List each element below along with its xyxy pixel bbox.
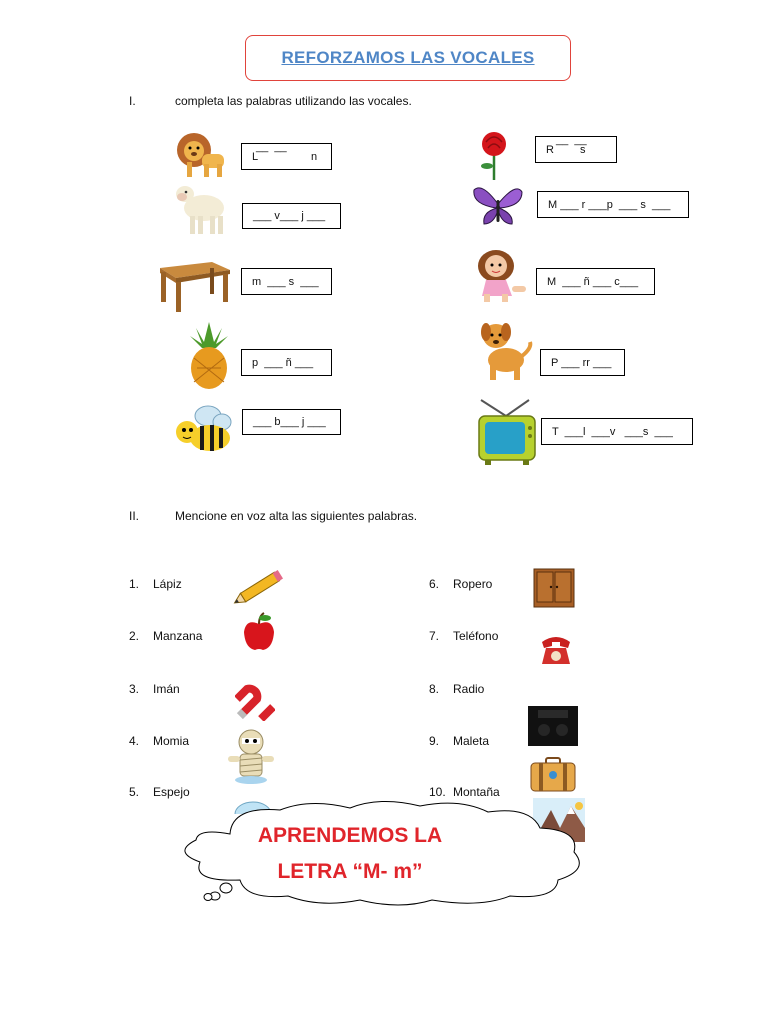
table-icon xyxy=(152,258,232,314)
list-item: 6. Ropero xyxy=(429,577,493,591)
bee-icon xyxy=(170,402,238,458)
word-pattern: L xyxy=(252,150,259,163)
cloud-heading xyxy=(230,818,470,890)
telephone-icon xyxy=(536,630,576,668)
word-box-4[interactable] xyxy=(241,349,332,376)
radio-icon xyxy=(528,706,578,746)
word-box-2[interactable] xyxy=(242,203,341,229)
list-item: 4. Momia xyxy=(129,734,190,748)
list-item: 5. Espejo xyxy=(129,785,190,799)
word-pattern-end: n xyxy=(311,150,318,163)
word-pattern: T ___l ___v ___s ___ xyxy=(552,425,673,438)
section-2-heading xyxy=(129,509,549,525)
word-box-8[interactable] xyxy=(536,268,655,295)
list-item: 7. Teléfono xyxy=(429,629,499,643)
word-pattern-end: s xyxy=(580,143,586,156)
word-pattern: M ___ r ___p ___ s ___ xyxy=(548,198,671,211)
word-pattern: p ___ ñ ___ xyxy=(252,356,314,369)
list-item: 3. Imán xyxy=(129,682,180,696)
mummy-icon xyxy=(226,728,276,784)
section-1-number: I. xyxy=(129,94,136,108)
suitcase-icon xyxy=(529,757,577,793)
word-box-5[interactable] xyxy=(242,409,341,435)
word-box-7[interactable] xyxy=(537,191,689,218)
dog-icon xyxy=(474,318,534,384)
magnet-icon xyxy=(235,683,275,721)
pineapple-icon xyxy=(182,320,236,390)
wardrobe-icon xyxy=(532,567,576,609)
word-pattern: M ___ ñ ___ c___ xyxy=(547,275,639,288)
pencil-icon xyxy=(230,566,290,608)
rose-icon xyxy=(474,130,514,180)
word-box-3[interactable] xyxy=(241,268,332,295)
list-item: 10. Montaña xyxy=(429,785,500,799)
list-item: 2. Manzana xyxy=(129,629,203,643)
word-box-6[interactable]: __ __ R s xyxy=(535,136,617,163)
butterfly-icon xyxy=(472,182,524,228)
section-2-instruction: Mencione en voz alta las siguientes palabras. xyxy=(175,509,418,523)
word-pattern: ___ v___ j ___ xyxy=(253,210,326,222)
word-pattern: R xyxy=(546,143,554,156)
apple-icon xyxy=(242,612,276,652)
section-2-number: II. xyxy=(129,509,140,523)
doll-icon xyxy=(474,246,530,304)
word-box-1[interactable]: __ __ L n xyxy=(241,143,332,170)
lion-icon xyxy=(172,130,230,180)
word-box-10[interactable] xyxy=(541,418,693,445)
list-item: 1. Lápiz xyxy=(129,577,182,591)
tv-icon xyxy=(473,398,539,466)
list-item: 8. Radio xyxy=(429,682,485,696)
title-box xyxy=(245,35,571,81)
cloud-line-2: LETRA “M- m” xyxy=(277,860,423,883)
page-title: REFORZAMOS LAS VOCALES xyxy=(281,48,535,67)
word-pattern: P ___ rr ___ xyxy=(551,356,612,369)
cloud-line-1: APRENDEMOS LA xyxy=(257,824,443,847)
list-item: 9. Maleta xyxy=(429,734,490,748)
section-1-heading xyxy=(129,94,549,110)
section-1-instruction: completa las palabras utilizando las vocales. xyxy=(175,94,412,108)
word-box-9[interactable] xyxy=(540,349,625,376)
word-pattern: ___ b___ j ___ xyxy=(253,416,326,428)
word-pattern: m ___ s ___ xyxy=(252,275,319,288)
sheep-icon xyxy=(172,178,228,238)
